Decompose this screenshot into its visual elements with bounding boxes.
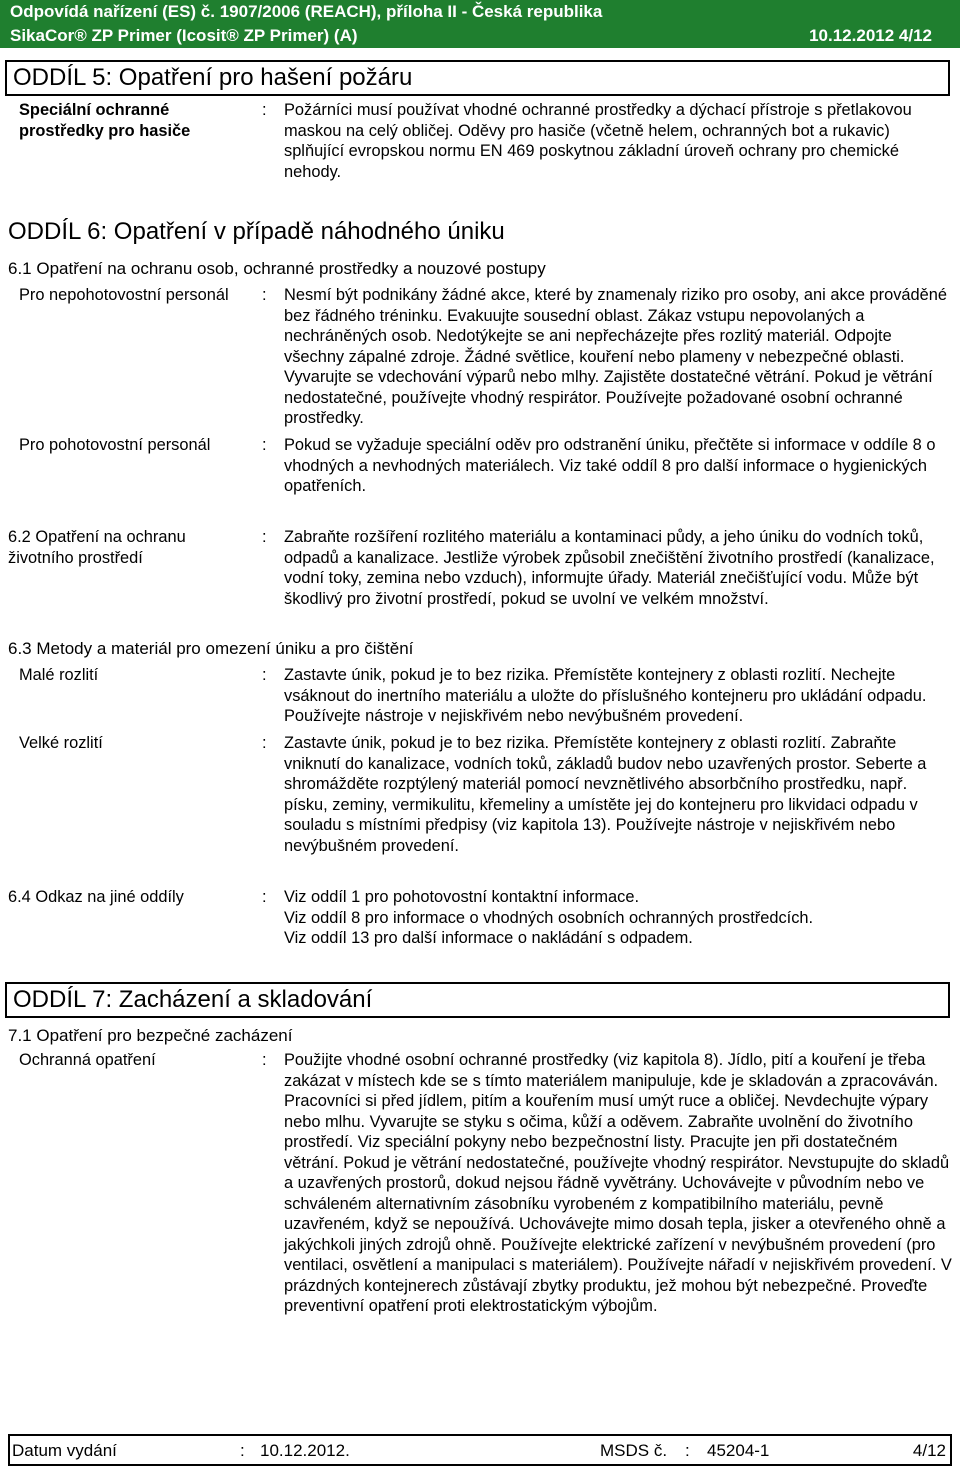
row-label: 6.2 Opatření na ochranu životního prostředí [8,528,186,567]
row-colon: : [262,528,267,546]
section-5-title: ODDÍL 5: Opatření pro hašení požáru [5,60,950,96]
row-value [284,887,952,949]
issue-date-label: Datum vydání [12,1441,117,1460]
row-colon: : [262,101,267,119]
row-label: Pro nepohotovostní personál [19,286,229,304]
row-colon: : [262,888,267,906]
section-6-title: ODDÍL 6: Opatření v případě náhodného úniku [8,218,505,245]
date-page: 10.12.2012 4/12 [809,26,932,45]
document-footer [8,1434,952,1466]
subsection-6-3: 6.3 Metody a materiál pro omezení úniku a pro čištění [8,639,414,658]
document-header [0,0,960,48]
msds-colon: : [685,1441,690,1460]
row-colon: : [262,666,267,684]
reference-line: Viz oddíl 13 pro další informace o nakládání s odpadem. [284,929,693,947]
row-label: Ochranná opatření [19,1051,156,1069]
row-value: Zabraňte rozšíření rozlitého materiálu a kontaminaci půdy, a jeho úniku do vodních toků, odpadů a kanalizace. Jestliže výrobek způsobil znečištění životního prostředí (kanalizace, vodní toky, zemina nebo vzduch), informujte úřady. Materiál znečišťující vodu. Může být škodlivý pro životní prostředí, pokud se uvolní ve velkém množství. [284,528,935,608]
msds-label: MSDS č. [600,1441,668,1460]
reference-line: Viz oddíl 1 pro pohotovostní kontaktní informace. [284,888,640,906]
section-7-title: ODDÍL 7: Zacházení a skladování [5,982,950,1018]
row-value: Zastavte únik, pokud je to bez rizika. Přemístěte kontejnery z oblasti rozlití. Zabraňte vniknutí do kanalizace, vodních toků, základů budov nebo uzavřených prostor. Seberte a shromážděte rozptýlený materiál pomocí nevznětlivého absorbčního prostředku, např. písku, zeminy, vermikulitu, křemeliny a umístěte jej do kontejneru pro likvidaci odpadu v souladu s místními předpisy (viz kapitola 13). Používejte nástroje v nejiskřivém nebo nevýbušném provedení. [284,734,927,855]
subsection-6-1: 6.1 Opatření na ochranu osob, ochranné prostředky a nouzové postupy [8,259,546,278]
row-colon: : [262,1051,267,1069]
reference-line: Viz oddíl 8 pro informace o vhodných osobních ochranných prostředcích. [284,908,814,927]
issue-date-colon: : [240,1441,245,1460]
subsection-7-1: 7.1 Opatření pro bezpečné zacházení [8,1026,293,1045]
regulation-line: Odpovídá nařízení (ES) č. 1907/2006 (REACH), příloha II - Česká republika [10,2,603,21]
row-label: Malé rozlití [19,666,99,684]
row-value: Požárníci musí používat vhodné ochranné prostředky a dýchací přístroje s přetlakovou maskou na celý obličej. Oděvy pro hasiče (včetně helem, ochranných bot a rukavic) splňující evropskou normu EN 469 poskytnou základní úroveň ochrany pro chemické nehody. [284,101,912,181]
product-name: SikaCor® ZP Primer (Icosit® ZP Primer) (A) [10,26,358,45]
row-colon: : [262,286,267,304]
row-colon: : [262,436,267,454]
msds-number: 45204-1 [707,1441,770,1460]
issue-date: 10.12.2012. [260,1441,350,1460]
row-value: Použijte vhodné osobní ochranné prostředky (viz kapitola 8). Jídlo, pití a kouření je třeba zakázat v místech kde se s tímto materiálem manipuluje, kde je skladován a zpracováván. Pracovníci si před jídlem, pitím a kouřením musí umýt ruce a obličej. Nevdechujte výpary nebo mlhu. Vyvarujte se styku s očima, kůží a oděvem. Zabraňte uvolnění do životního prostředí. Viz speciální pokyny nebo bezpečnostní listy. Pracujte jen při dostatečném větrání. Pokud je větrání nedostatečné, používejte vhodný respirátor. Nevstupujte do skladů a uzavřených prostorů, dokud nejsou řádně vyvětrány. Uchovávejte v původním nebo ve schváleném alternativním zásobníku vyrobeném z kompatibilního materiálu, pevně uzavřeném, když se nepoužívá. Uchovávejte mimo dosah tepla, jisker a otevřeného ohně a jakýchkoli jiných zdrojů ohně. Používejte elektrické zařízení v nevýbušném provedení (pro ventilaci, osvětlení a manipulaci s materiálem). Používejte nářadí v nejiskřivém provedení. V prázdných kontejnerech zůstávají zbytky produktu, jež mohou být nebezpečné. Proveďte preventivní opatření proti elektrostatickým výbojům. [284,1051,952,1315]
row-label: 6.4 Odkaz na jiné oddíly [8,888,184,906]
row-label: Speciální ochranné prostředky pro hasiče [19,101,191,140]
row-value: Pokud se vyžaduje speciální oděv pro odstranění úniku, přečtěte si informace v oddíle 8 o vhodných a nevhodných materiálech. Viz také oddíl 8 pro další informace o hygienických opatřeních. [284,436,936,495]
row-colon: : [262,734,267,752]
row-value: Nesmí být podnikány žádné akce, které by znamenaly riziko pro osoby, ani akce prováděné bez řádného tréninku. Evakuujte sousední oblast. Zákaz vstupu nepovolaných a nechráněných osob. Nedotýkejte se ani nepřecházejte přes rozlitý materiál. Odpojte všechny zápalné zdroje. Žádné světlice, kouření nebo plameny v nebezpečné oblasti. Vyvarujte se vdechování výparů nebo mlhy. Zajistěte dostatečné větrání. Pokud je větrání nedostatečné, používejte vhodný respirátor. Používejte požadované osobní ochranné prostředky. [284,286,947,427]
row-label: Pro pohotovostní personál [19,436,211,454]
page-number: 4/12 [912,1441,946,1460]
row-value: Zastavte únik, pokud je to bez rizika. Přemístěte kontejnery z oblasti rozlití. Nechejte vsáknout do inertního materiálu a uložte do příslušného kontejneru pro ukládání odpadu. Používejte nástroje v nejiskřivém nebo nevýbušném provedení. [284,666,927,725]
row-label: Velké rozlití [19,734,103,752]
